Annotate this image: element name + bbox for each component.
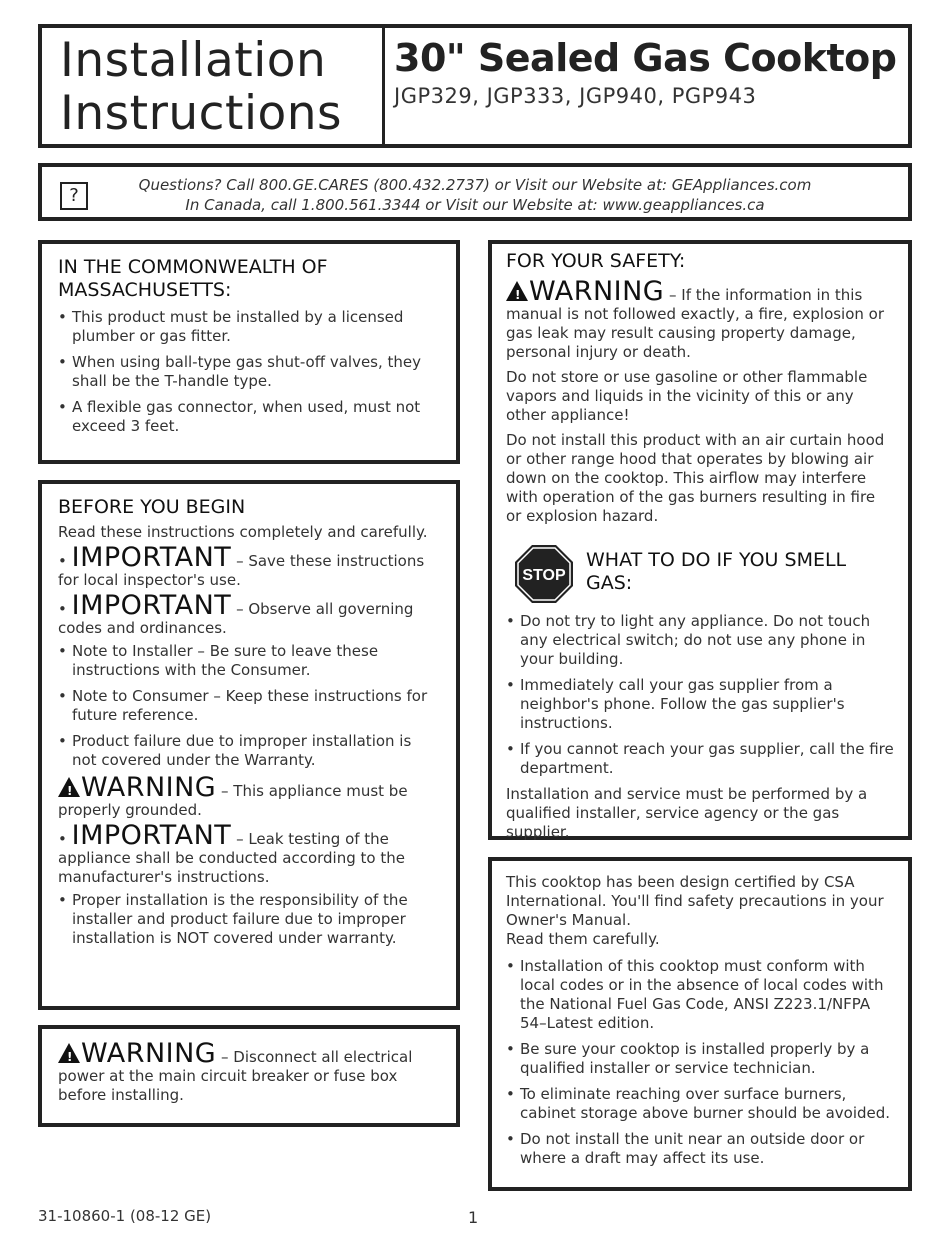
csa-intro2: Read them carefully.	[506, 930, 660, 948]
smell-gas-line2: GAS:	[586, 572, 633, 594]
before-intro: Read these instructions completely and carefully.	[58, 523, 428, 541]
list-item: • Proper installation is the responsibility of the installer and product failure due to improper installation is NOT covered under warranty.	[58, 891, 440, 948]
product-title: 30" Sealed Gas Cooktop	[394, 36, 897, 80]
list-item: • Note to Installer – Be sure to leave these instructions with the Consumer.	[58, 642, 440, 680]
important-text: – Leak testing of the appliance shall be conducted according to the manufacturer's instructions.	[58, 830, 405, 886]
electrical-warning	[58, 1038, 440, 1105]
before-you-begin-box	[38, 480, 460, 1010]
list-item: • This product must be installed by a licensed plumber or gas fitter.	[58, 308, 440, 346]
csa-box	[488, 857, 912, 1191]
important-save: • IMPORTANT – Save these instructions for local inspector's use.	[58, 542, 425, 589]
massachusetts-title-line2: MASSACHUSETTS:	[58, 279, 232, 301]
questions-banner	[38, 163, 912, 221]
smell-gas-heading	[586, 549, 846, 595]
list-item: • Do not install the unit near an outside door or where a draft may affect its use.	[506, 1130, 894, 1168]
important-label: IMPORTANT	[71, 590, 232, 621]
warning-text: – Disconnect all electrical power at the main circuit breaker or fuse box before installing.	[58, 1048, 413, 1104]
important-label: IMPORTANT	[71, 820, 232, 851]
warning-icon: !	[58, 1043, 80, 1063]
important-codes: • IMPORTANT – Observe all governing codes and ordinances.	[58, 590, 414, 637]
list-item: • If you cannot reach your gas supplier, call the fire department.	[506, 740, 894, 778]
list-item: • Note to Consumer – Keep these instructions for future reference.	[58, 687, 440, 725]
before-list	[58, 642, 440, 770]
warning-icon: !	[58, 777, 80, 797]
important-label: IMPORTANT	[71, 542, 232, 573]
electrical-warning-box	[38, 1025, 460, 1127]
warning-text: – This appliance must be properly grounded.	[58, 782, 408, 819]
massachusetts-list	[58, 308, 440, 436]
smell-gas-list	[506, 612, 894, 778]
list-item: • Installation of this cooktop must conform with local codes or in the absence of local codes with the National Fuel Gas Code, ANSI Z223.1/NFPA 54–Latest edition.	[506, 957, 894, 1033]
list-item: • When using ball-type gas shut-off valves, they shall be the T-handle type.	[58, 353, 440, 391]
csa-list	[506, 957, 894, 1168]
warning-label: WARNING	[529, 276, 665, 307]
questions-line-canada: In Canada, call 1.800.561.3344 or Visit our Website at: www.geappliances.ca	[185, 196, 765, 214]
model-numbers: JGP329, JGP333, JGP940, PGP943	[394, 84, 757, 108]
list-item: • Product failure due to improper installation is not covered under the Warranty.	[58, 732, 440, 770]
safety-paragraph: Do not store or use gasoline or other flammable vapors and liquids in the vicinity of this or any other appliance!	[506, 368, 868, 424]
list-item: • Be sure your cooktop is installed properly by a qualified installer or service technician.	[506, 1040, 894, 1078]
important-text: – Observe all governing codes and ordinances.	[58, 600, 414, 637]
safety-title: FOR YOUR SAFETY:	[506, 250, 686, 272]
massachusetts-box	[38, 240, 460, 464]
warning-label: WARNING	[81, 1038, 217, 1069]
massachusetts-title-line1: IN THE COMMONWEALTH OF	[58, 256, 328, 278]
important-text: – Save these instructions for local inspector's use.	[58, 552, 425, 589]
header-box	[38, 24, 912, 148]
question-icon: ?	[60, 182, 88, 210]
doc-title-line1: Installation	[60, 33, 327, 88]
safety-warning	[506, 276, 894, 362]
safety-paragraph: Do not install this product with an air curtain hood or other range hood that operates by blowing air down on the cooktop. This airflow may interfere with operation of the gas burners resulting in fire or explosion hazard.	[506, 431, 885, 525]
warning-text: – If the information in this manual is not followed exactly, a fire, explosion or gas leak may result causing property damage, personal injury or death.	[506, 286, 885, 361]
stop-sign-icon	[514, 544, 574, 604]
doc-title-line2: Instructions	[60, 86, 343, 141]
list-item: • To eliminate reaching over surface burners, cabinet storage above burner should be avoided.	[506, 1085, 894, 1123]
product-block	[394, 36, 896, 108]
before-list-2	[58, 891, 440, 948]
page-number: 1	[468, 1208, 479, 1227]
questions-line-us: Questions? Call 800.GE.CARES (800.432.2737) or Visit our Website at: GEAppliances.com	[138, 176, 812, 194]
list-item: • A flexible gas connector, when used, must not exceed 3 feet.	[58, 398, 440, 436]
before-title: BEFORE YOU BEGIN	[58, 496, 246, 518]
doc-title	[42, 28, 385, 144]
document-code: 31-10860-1 (08-12 GE)	[38, 1207, 212, 1225]
warning-label: WARNING	[81, 772, 217, 803]
important-leak: • IMPORTANT – Leak testing of the appliance shall be conducted according to the manufacturer's instructions.	[58, 820, 405, 886]
safety-box	[488, 240, 912, 840]
stop-sign-text: STOP	[522, 567, 566, 584]
list-item: • Immediately call your gas supplier from a neighbor's phone. Follow the gas supplier's instructions.	[506, 676, 894, 733]
warning-grounded	[58, 772, 440, 820]
warning-icon: !	[506, 281, 528, 301]
safety-closing: Installation and service must be performed by a qualified installer, service agency or the gas supplier.	[506, 785, 868, 841]
smell-gas-line1: WHAT TO DO IF YOU SMELL	[586, 549, 847, 571]
list-item: • Do not try to light any appliance. Do not touch any electrical switch; do not use any phone in your building.	[506, 612, 894, 669]
csa-intro: This cooktop has been design certified by CSA International. You'll find safety precautions in your Owner's Manual.	[506, 873, 884, 929]
